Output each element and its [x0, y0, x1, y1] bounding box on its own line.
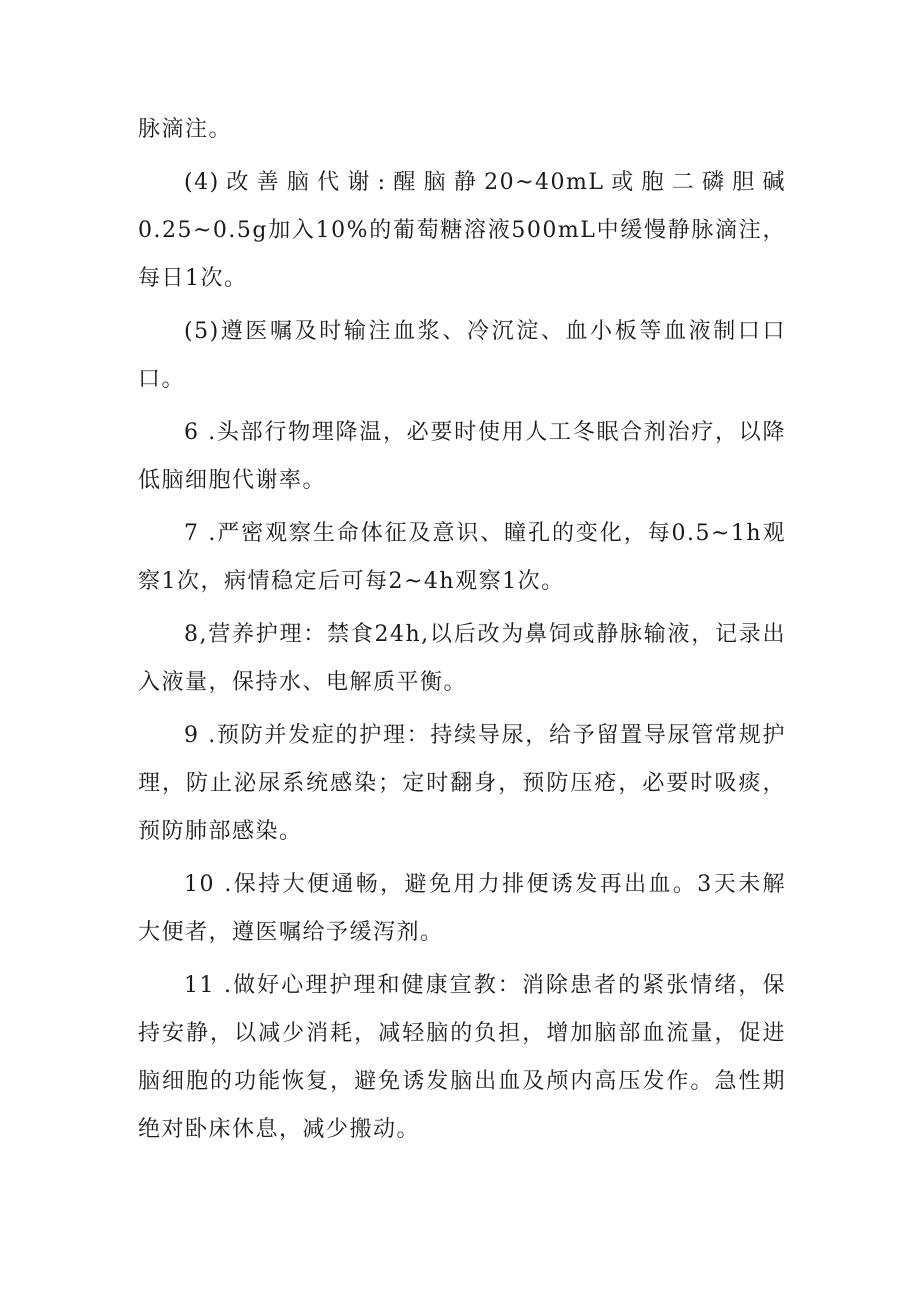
document-body [138, 106, 786, 1159]
paragraph-blood-products: (5)遵医嘱及时输注血浆、冷沉淀、血小板等血液制口口口。 [138, 319, 786, 392]
paragraph-continuation: 脉滴注。 [138, 117, 233, 142]
paragraph-vital-signs: 7 .严密观察生命体征及意识、瞳孔的变化，每0.5~1h观察1次，病情稳定后可每2~4h观察1次。 [138, 521, 786, 594]
paragraph-head-cooling: 6 .头部行物理降温，必要时使用人工冬眠合剂治疗，以降低脑细胞代谢率。 [138, 420, 786, 493]
paragraph-brain-metabolism: (4)改善脑代谢:醒脑静20~40mL或胞二磷胆碱0.25~0.5g加入10%的葡萄糖溶液500mL中缓慢静脉滴注，每日1次。 [138, 170, 786, 291]
paragraph-bowel: 10 .保持大便通畅，避免用力排便诱发再出血。3天未解大便者，遵医嘱给予缓泻剂。 [138, 872, 786, 945]
paragraph-psychological-care: 11 .做好心理护理和健康宣教：消除患者的紧张情绪，保持安静，以减少消耗，减轻脑的负担，增加脑部血流量，促进脑细胞的功能恢复，避免诱发脑出血及颅内高压发作。急性期绝对卧床休息，减少搬动。 [138, 973, 786, 1142]
paragraph-complications: 9 .预防并发症的护理：持续导尿，给予留置导尿管常规护理，防止泌尿系统感染；定时翻身，预防压疮，必要时吸痰，预防肺部感染。 [138, 723, 786, 844]
paragraph-nutrition: 8,营养护理：禁食24h,以后改为鼻饲或静脉输液，记录出入液量，保持水、电解质平衡。 [138, 622, 786, 695]
